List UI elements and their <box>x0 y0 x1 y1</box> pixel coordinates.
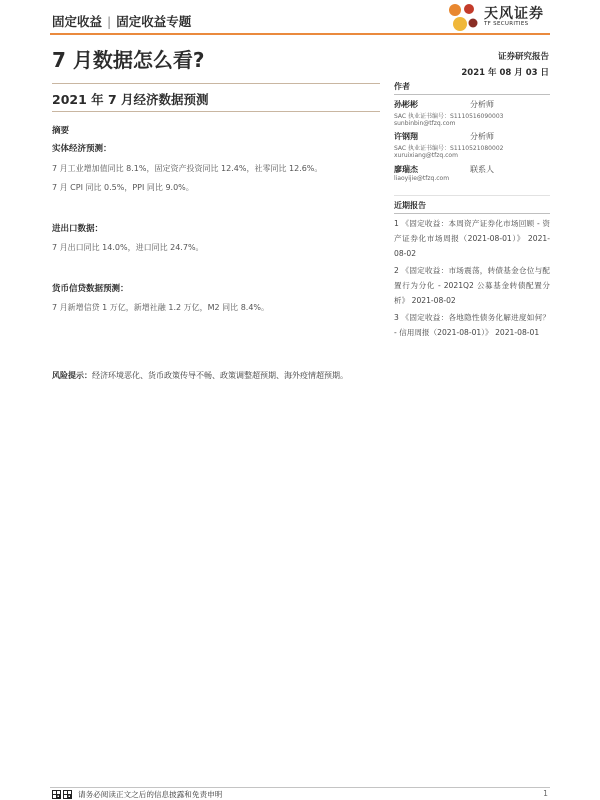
logo-dot-3 <box>453 17 467 31</box>
author-email-1[interactable]: sunbinbin@tfzq.com <box>394 120 456 127</box>
report-title: 7 月数据怎么看? <box>52 48 205 72</box>
report-type: 证券研究报告 <box>497 52 549 62</box>
recent-report-3-text: 《固定收益：各地隐性债务化解进度如何？ - 信用周报（2021-08-01）》 <box>394 313 550 337</box>
recent-report-3-date: 2021-08-01 <box>495 328 540 337</box>
economy-line-1: 7 月工业增加值同比 8.1%，固定资产投资同比 12.4%，社零同比 12.6%。 <box>52 164 323 173</box>
recent-divider <box>394 213 550 214</box>
risk-text: 经济环境恶化、货币政策传导不畅、政策调整超预期、海外疫情超预期。 <box>92 371 348 380</box>
summary-heading: 摘要 <box>52 126 70 136</box>
header-category: 固定收益 <box>52 14 103 29</box>
recent-report-2-num: 2 <box>394 266 399 275</box>
author-role-1: 分析师 <box>470 100 494 109</box>
subtitle-top-divider <box>52 83 380 84</box>
subtitle-bottom-divider <box>52 111 380 112</box>
author-name-1: 孙彬彬 <box>394 100 418 109</box>
risk-label: 风险提示： <box>52 371 92 380</box>
qr-code-icon-2 <box>63 790 72 799</box>
header-divider <box>50 33 550 35</box>
logo-dot-2 <box>464 4 474 14</box>
logo-subtitle: TF SECURITIES <box>484 21 529 27</box>
section-label-trade: 进出口数据： <box>52 224 104 234</box>
authors-heading: 作者 <box>394 82 410 91</box>
author-name-3: 廖瑞杰 <box>394 165 418 174</box>
header-separator: | <box>107 14 112 29</box>
section-label-economy: 实体经济预测： <box>52 144 112 154</box>
credit-line-1: 7 月新增信贷 1 万亿，新增社融 1.2 万亿，M2 同比 8.4%。 <box>52 303 270 312</box>
page-number: 1 <box>543 789 548 798</box>
author-email-2[interactable]: xuruixiang@tfzq.com <box>394 152 458 159</box>
author-cert-1: SAC 执业证书编号：S1110516090003 <box>394 113 504 120</box>
report-date: 2021 年 08 月 03 日 <box>461 68 549 78</box>
author-role-2: 分析师 <box>470 132 494 141</box>
company-logo <box>446 2 556 34</box>
recent-heading: 近期报告 <box>394 201 426 210</box>
footer-disclaimer[interactable]: 请务必阅读正文之后的信息披露和免责申明 <box>78 790 223 799</box>
report-subtitle: 2021 年 7 月经济数据预测 <box>52 92 209 107</box>
qr-code-icon <box>52 790 61 799</box>
logo-dot-1 <box>449 4 461 16</box>
economy-line-2: 7 月 CPI 同比 0.5%，PPI 同比 9.0%。 <box>52 183 194 192</box>
recent-report-2-date: 2021-08-02 <box>411 296 456 305</box>
risk-warning <box>52 369 382 382</box>
recent-report-2-text: 《固定收益：市场震荡，转债基金仓位与配置行为分化 - 2021Q2 公募基金转债配置分析》 <box>394 266 550 305</box>
recent-report-1-date: 2021-08-02 <box>394 234 550 258</box>
logo-name: 天风证券 <box>484 6 544 22</box>
authors-divider <box>394 94 550 95</box>
logo-mark-icon <box>446 2 480 34</box>
recent-report-1-num: 1 <box>394 219 399 228</box>
recent-report-3[interactable] <box>394 310 550 340</box>
author-name-2: 许钢翔 <box>394 132 418 141</box>
header-subcategory: 固定收益专题 <box>116 14 192 29</box>
recent-top-divider <box>394 195 550 196</box>
recent-report-1[interactable] <box>394 216 550 261</box>
header-breadcrumb <box>52 12 191 30</box>
recent-report-3-num: 3 <box>394 313 399 322</box>
trade-line-1: 7 月出口同比 14.0%，进口同比 24.7%。 <box>52 243 204 252</box>
recent-report-1-text: 《固定收益：本周资产证券化市场回顾 - 资产证券化市场周报（2021-08-01）》 <box>394 219 550 243</box>
section-label-credit: 货币信贷数据预测： <box>52 284 129 294</box>
author-email-3[interactable]: liaoyijie@tfzq.com <box>394 175 450 182</box>
recent-report-2[interactable] <box>394 263 550 308</box>
author-cert-2: SAC 执业证书编号：S1110521080002 <box>394 145 504 152</box>
logo-dot-4 <box>469 19 478 28</box>
author-role-3: 联系人 <box>470 165 494 174</box>
footer-divider <box>50 787 550 788</box>
